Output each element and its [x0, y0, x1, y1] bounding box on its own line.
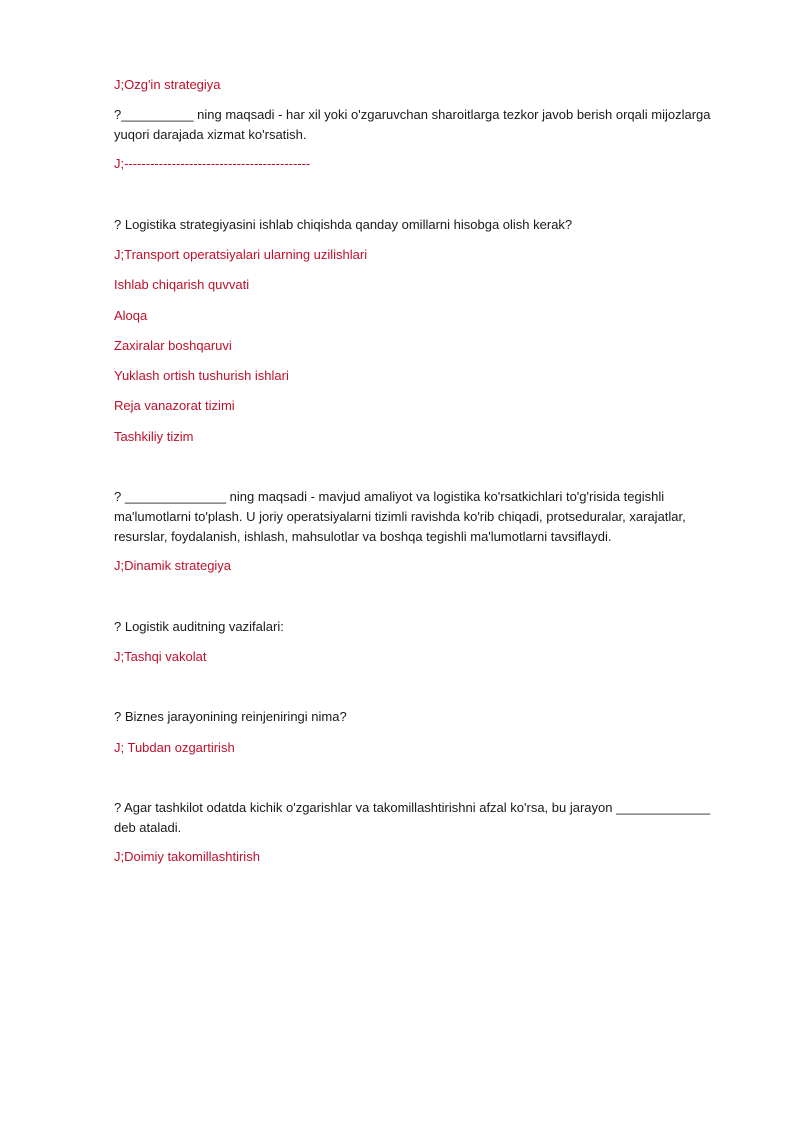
answer-line: Zaxiralar boshqaruvi — [114, 338, 232, 353]
answer-line: J;Tashqi vakolat — [114, 649, 207, 664]
question-line: ? ______________ ning maqsadi - mavjud amaliyot va logistika ko'rsatkichlari to'g'risida tegishli — [114, 489, 665, 504]
answer-line: Tashkiliy tizim — [114, 429, 194, 444]
question-line: ?__________ ning maqsadi - har xil yoki o'zgaruvchan sharoitlarga tezkor javob berish orqali mijozlarga — [114, 107, 711, 122]
question-line: ? Agar tashkilot odatda kichik o'zgarishlar va takomillashtirishni afzal ko'rsa, bu jarayon _____________ — [114, 800, 711, 815]
question-line: ? Biznes jarayonining reinjeniringi nima? — [114, 709, 347, 724]
answer-line: J;------------------------------------------- — [114, 156, 311, 171]
answer-line: J;Dinamik strategiya — [114, 558, 232, 573]
answer-line: J;Doimiy takomillashtirish — [114, 849, 260, 864]
question-line: resurslar, foydalanish, ishlash, mahsulotlar va boshqa tegishli ma'lumotlarni tavsiflaydi. — [114, 529, 612, 544]
question-line: yuqori darajada xizmat ko'rsatish. — [114, 127, 307, 142]
answer-line: J; Tubdan ozgartirish — [114, 740, 235, 755]
answer-line: J;Ozg'in strategiya — [114, 77, 221, 92]
answer-line: Aloqa — [114, 308, 148, 323]
question-line: ma'lumotlarni to'plash. U joriy operatsiyalarni tizimli ravishda ko'rib chiqadi, protseduralar, xarajatlar, — [114, 509, 686, 524]
question-line: ? Logistika strategiyasini ishlab chiqishda qanday omillarni hisobga olish kerak? — [114, 217, 573, 232]
answer-line: Reja vanazorat tizimi — [114, 398, 235, 413]
answer-line: Ishlab chiqarish quvvati — [114, 277, 250, 292]
question-line: ? Logistik auditning vazifalari: — [114, 619, 284, 634]
question-line: deb ataladi. — [114, 820, 182, 835]
answer-line: Yuklash ortish tushurish ishlari — [114, 368, 289, 383]
answer-line: J;Transport operatsiyalari ularning uzilishlari — [114, 247, 368, 262]
